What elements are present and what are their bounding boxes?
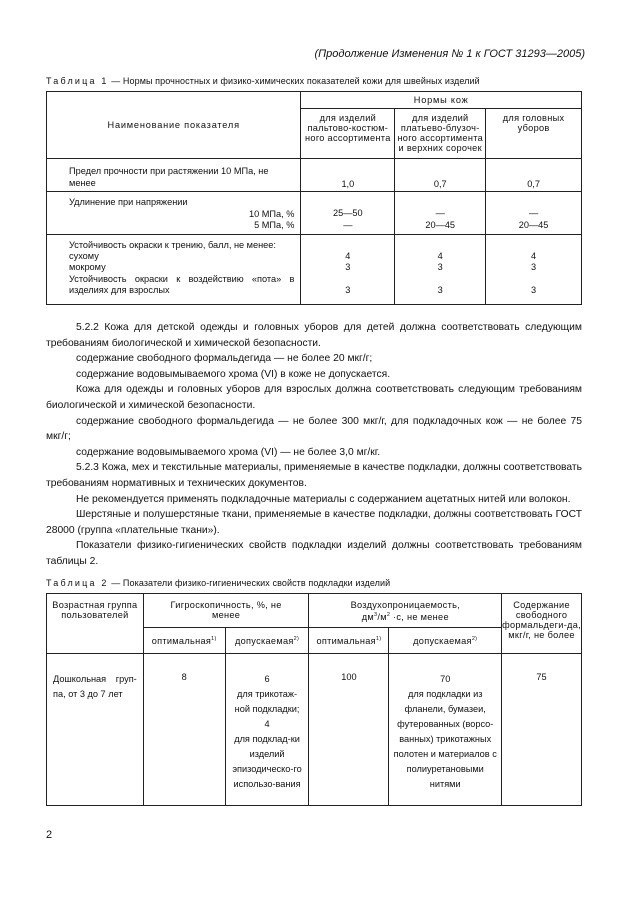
table1-row2-label-cell — [47, 192, 301, 235]
table1-caption — [46, 76, 480, 86]
table1-row1-v3: 0,7 — [486, 159, 582, 192]
table1-head-norms: Нормы кож — [301, 92, 582, 109]
table1-row2-c3 — [486, 192, 582, 235]
table2-unit-b: /м — [377, 612, 387, 623]
table1-row3-c2-sweat: 3 — [437, 284, 443, 295]
table1-col3: для головных уборов — [486, 109, 582, 159]
table1-row1-v2: 0,7 — [395, 159, 486, 192]
table2-head-opt2-text: оптимальная — [316, 636, 376, 647]
table2-unit-sup1: 3 — [373, 612, 378, 618]
table2-head-air — [309, 594, 502, 628]
table1-caption-prefix: Таблица 1 — [46, 76, 109, 86]
table1-row3-c1-dry: 4 — [345, 251, 351, 261]
table2-head-formaldehyde: Содержание свободного формальдеги-да, мкг/г, не более — [502, 594, 582, 654]
table1-row2-sub2: 5 МПа, % — [254, 220, 295, 230]
paragraph-table2-ref: Показатели физико-гигиенических свойств подкладки изделий должны соответствовать требованиям таблицы 2. — [46, 540, 582, 567]
table1-row2-c2-a: — — [435, 208, 445, 218]
table1-row2-c2 — [395, 192, 486, 235]
table2-unit-sup2: 2 — [386, 612, 391, 618]
paragraph-chrome-adults: содержание водовымываемого хрома (VI) — не более 3,0 мг/кг. — [76, 446, 381, 458]
table1-col1: для изделий пальтово-костюм-ного ассортимента — [301, 109, 395, 159]
table2-caption-text: — Показатели физико-гигиенических свойств подкладки изделий — [108, 578, 391, 588]
table2-unit-c: ·с, не менее — [390, 612, 449, 623]
table2-row-perm-a: 6 — [264, 674, 270, 684]
table2-head-opt2-sup: 1) — [375, 636, 382, 643]
paragraph-formaldehyde-adults: содержание свободного формальдегида — не более 300 мкг/г, для подкладочных кож — не более 75 мкг/г; — [46, 415, 582, 443]
paragraph-wool: Шерстяные и полушерстяные ткани, применяемые в качестве подкладки, должны соответствовать ГОСТ 28000 (группа «плательные ткани»). — [46, 509, 582, 536]
table2-caption-prefix: Таблица 2 — [46, 578, 109, 588]
table1-row2-c3-a: — — [528, 208, 539, 218]
table2-head-perm-text: допускаемая — [234, 636, 294, 647]
table1-row3-c3-sweat: 3 — [531, 284, 537, 295]
table1-row2-c2-b: 20—45 — [425, 219, 456, 230]
table1-row3-label-cell — [47, 235, 301, 305]
table2-row-perm-d: для подклад-ки изделий эпизодическо-го использо-вания — [232, 734, 302, 789]
table1-row3-sweat: Устойчивость окраски к воздействию «пота» в изделиях для взрослых — [69, 273, 295, 295]
paragraph-5-2-3: 5.2.3 Кожа, мех и текстильные материалы, применяемые в качестве подкладки, должны соответствовать требованиям нормативных и технических документов. — [46, 462, 582, 489]
table2-row-opt: 8 — [143, 654, 225, 806]
table1-row3-wet: мокрому — [69, 262, 106, 273]
body-text — [46, 320, 582, 570]
table1-row3-c3-dry: 4 — [531, 251, 537, 261]
table2 — [46, 593, 582, 806]
table1-col2: для изделий платьево-блузоч-ного ассортимента и верхних сорочек — [395, 109, 486, 159]
paragraph-formaldehyde-children: содержание свободного формальдегида — не более 20 мкг/г; — [76, 353, 373, 365]
table1-row2-c1 — [301, 192, 395, 235]
table2-row-air-opt: 100 — [309, 654, 389, 806]
table1-row3-c2-wet: 3 — [437, 262, 443, 273]
table1-head-name: Наименование показателя — [47, 92, 301, 159]
table2-row-air-perm-b: для подкладки из фланели, бумазеи, футерованных (ворсо-ванных) трикотажных полотен и материалов с полиуретановыми нитями — [393, 689, 497, 789]
table1-row1-v1: 1,0 — [301, 159, 395, 192]
table2-row-age: Дошкольная груп-па, от 3 до 7 лет — [47, 654, 144, 806]
table2-row-perm-c: 4 — [264, 719, 270, 729]
table1-row2-label: Удлинение при напряжении — [69, 197, 188, 207]
paragraph-5-2-2: 5.2.2 Кожа для детской одежды и головных уборов для детей должна соответствовать следующим требованиям биологической и химической безопасности. — [46, 322, 582, 349]
table1-row3-c1-sweat: 3 — [345, 284, 351, 295]
table2-head-perm-sup: 2) — [293, 636, 300, 643]
table1-row2-c3-b: 20—45 — [518, 219, 549, 230]
table1-row3-dry: сухому — [69, 251, 99, 262]
table1-row2-c1-a: 25—50 — [333, 208, 363, 218]
table1-row3-label: Устойчивость окраски к трению, балл, не менее: — [69, 240, 276, 250]
table2-head-opt — [143, 628, 225, 654]
paragraph-acetate: Не рекомендуется применять подкладочные материалы с содержанием ацетатных нитей или волокон. — [76, 493, 571, 505]
paragraph-chrome-children: содержание водовымываемого хрома (VI) в коже не допускается. — [76, 368, 391, 380]
table1-row3-c1 — [301, 235, 395, 305]
table2-head-air-title: Воздухопроницаемость, — [350, 600, 461, 610]
table2-row-perm-b: для трикотаж-ной подкладки; — [234, 689, 300, 714]
table1-row3-c2-dry: 4 — [437, 251, 443, 261]
table1-row2-c1-b: — — [343, 219, 353, 230]
table2-head-opt-sup: 1) — [211, 636, 217, 643]
table2-unit-a: дм — [361, 612, 374, 623]
table2-head-perm — [225, 628, 309, 654]
table1-row2-sub1: 10 МПа, % — [248, 208, 295, 219]
table1-caption-text: — Нормы прочностных и физико-химических показателей кожи для швейных изделий — [108, 76, 480, 86]
table2-row-perm — [225, 654, 309, 806]
table2-head-opt-text: оптимальная — [151, 636, 212, 647]
table2-row-air-perm-a: 70 — [440, 674, 451, 684]
table1-row1-label: Предел прочности при растяжении 10 МПа, не менее — [47, 159, 301, 192]
table2-head-air-unit — [309, 610, 501, 622]
table1-row3-c1-wet: 3 — [345, 262, 351, 273]
table2-head-age: Возрастная группа пользователей — [47, 594, 144, 654]
table2-head-perm2 — [389, 628, 502, 654]
table1-row3-c3-wet: 3 — [531, 262, 537, 273]
table2-head-opt2 — [309, 628, 389, 654]
table2-caption — [46, 578, 390, 588]
paragraph-adults: Кожа для одежды и головных уборов для взрослых должна соответствовать следующим требованиям биологической и химической безопасности. — [46, 384, 582, 411]
page-number: 2 — [46, 829, 53, 841]
table2-row-formaldehyde: 75 — [502, 654, 582, 806]
table1-row3-c3 — [486, 235, 582, 305]
table2-row-air-perm — [389, 654, 502, 806]
table2-head-hygro: Гигроскопичность, %, не менее — [143, 594, 309, 628]
table2-head-perm2-text: допускаемая — [413, 636, 472, 647]
table1 — [46, 91, 582, 305]
document-header: (Продолжение Изменения № 1 к ГОСТ 31293—2005) — [314, 48, 585, 60]
table2-head-perm2-sup: 2) — [471, 636, 478, 643]
table1-row3-c2 — [395, 235, 486, 305]
